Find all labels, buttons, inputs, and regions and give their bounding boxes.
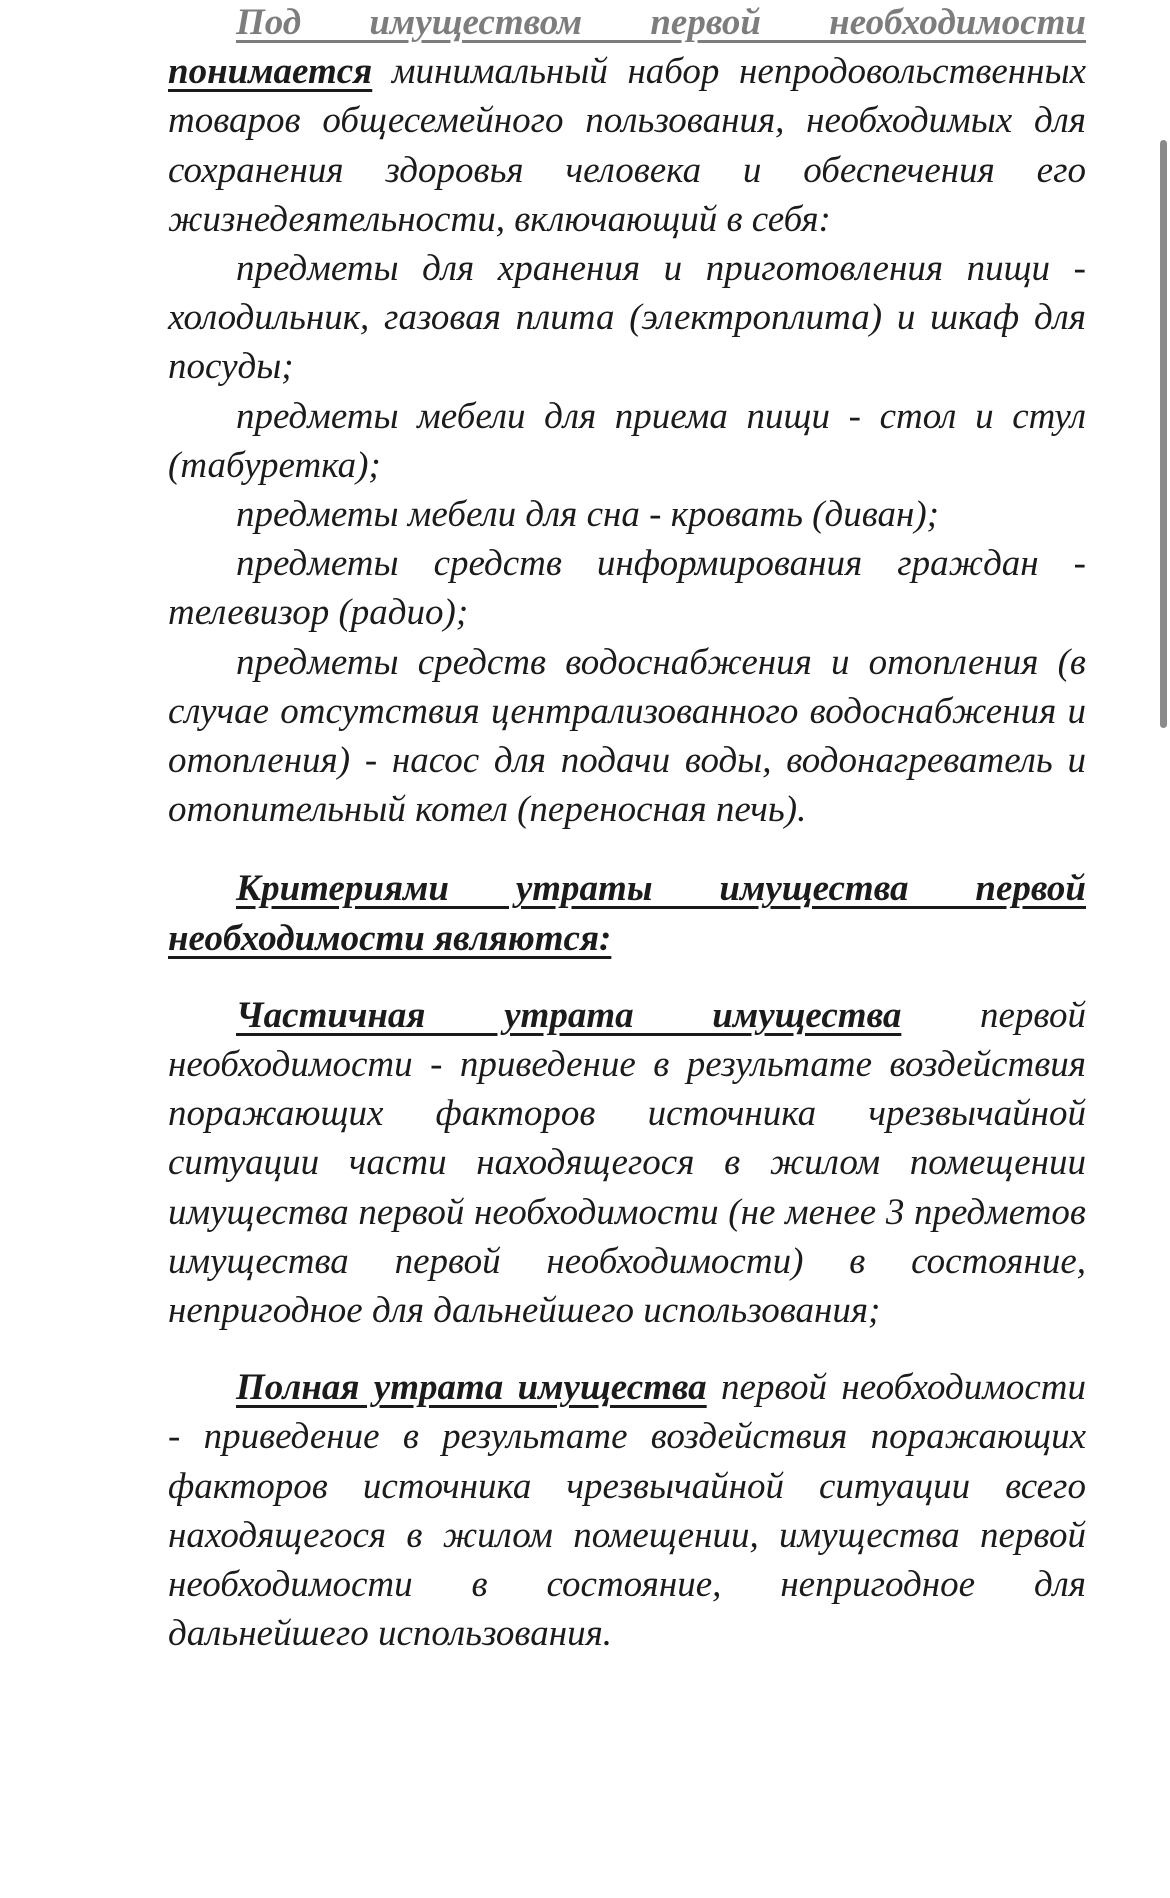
- list-item: предметы мебели для приема пищи - стол и стул (табуретка);: [168, 395, 1086, 486]
- full-loss-term: Полная утрата имущества: [236, 1367, 707, 1409]
- partial-loss-paragraph: [168, 991, 1086, 1335]
- partial-loss-term: Частичная утрата имущества: [236, 994, 902, 1036]
- list-item: предметы средств информирования граждан - телевизор (радио);: [168, 543, 1086, 634]
- criteria-paragraph: [168, 864, 1086, 962]
- list-item: предметы мебели для сна - кровать (диван);: [236, 494, 939, 536]
- intro-heading-faded: Под имуществом первой необходимости: [236, 2, 1086, 43]
- vertical-scrollbar[interactable]: [1160, 140, 1167, 728]
- full-loss-paragraph: [168, 1363, 1086, 1658]
- list-item: предметы средств водоснабжения и отопления (в случае отсутствия централизованного водоснабжения и отопления) - насос для подачи воды, водонагреватель и отопительный котел (переносная печь).: [168, 641, 1086, 831]
- list-item: предметы для хранения и приготовления пищи - холодильник, газовая плита (электроплита) и шкаф для посуды;: [168, 248, 1086, 388]
- document-page: [168, 0, 1086, 1659]
- full-loss-text: первой необходимости - приведение в результате воздействия поражающих факторов источника чрезвычайной ситуации всего находящегося в жилом помещении, имущества первой необходимости в состояние, непригодное для дальнейшего использования.: [168, 1367, 1087, 1655]
- intro-text: минимальный набор непродовольственных товаров общесемейного пользования, необходимых для сохранения здоровья человека и обеспечения его жизнедеятельности, включающий в себя:: [168, 51, 1086, 240]
- intro-paragraph: [168, 0, 1086, 244]
- intro-heading: понимается: [168, 51, 373, 93]
- partial-loss-text: первой необходимости - приведение в результате воздействия поражающих факторов источника чрезвычайной ситуации части находящегося в жилом помещении имущества первой необходимости (не менее 3 предметов имущества первой необходимости) в состояние, непригодное для дальнейшего использования;: [168, 994, 1087, 1332]
- criteria-heading: Критериями утраты имущества первой необходимости являются:: [168, 868, 1086, 959]
